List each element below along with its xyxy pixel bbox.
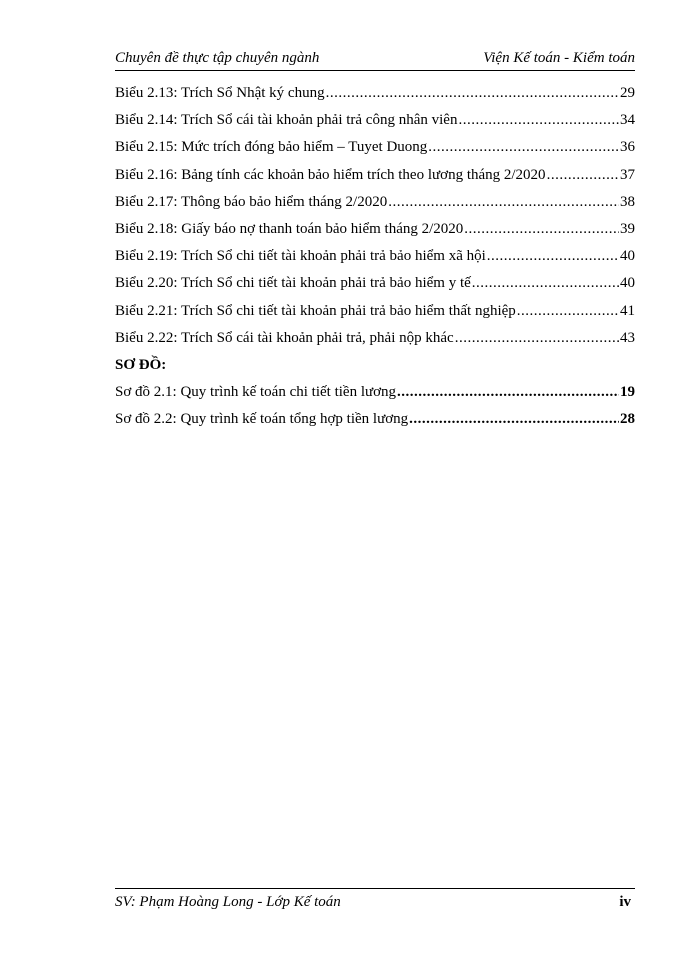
header-divider (115, 70, 635, 71)
toc-entry-label: Biểu 2.21: Trích Sổ chi tiết tài khoản phải trả bảo hiểm thất nghiệp (115, 302, 516, 319)
page-header (115, 49, 635, 67)
toc-entry-page: 34 (620, 112, 635, 129)
header-course-title: Chuyên đề thực tập chuyên ngành (115, 50, 320, 66)
toc-entry-page: 19 (620, 383, 635, 400)
toc-entry[interactable] (115, 325, 635, 352)
footer-student-info: SV: Phạm Hoàng Long - Lớp Kế toán (115, 894, 341, 910)
dot-leader (517, 298, 619, 325)
dot-leader (455, 325, 619, 352)
page-footer (115, 893, 635, 911)
toc-entry-label: Biểu 2.19: Trích Sổ chi tiết tài khoản phải trả bảo hiểm xã hội (115, 248, 486, 265)
toc-entry-label: Biểu 2.13: Trích Sổ Nhật ký chung (115, 85, 325, 101)
toc-entry-label: Biểu 2.18: Giấy báo nợ thanh toán bảo hiểm tháng 2/2020 (115, 220, 464, 237)
dot-leader (458, 107, 619, 134)
toc-entry-label: Biểu 2.22: Trích Sổ cái tài khoản phải trả, phải nộp khác (115, 329, 454, 346)
footer-divider (115, 888, 635, 889)
dot-leader (388, 189, 619, 216)
toc-entry-page: 28 (620, 411, 635, 428)
toc-entry-diagram[interactable] (115, 406, 635, 433)
toc-entry-page: 43 (620, 329, 635, 346)
toc-entry-label: Biểu 2.15: Mức trích đóng bảo hiểm – Tuyet Duong (115, 139, 428, 156)
dot-leader (464, 216, 619, 243)
toc-entry-page: 38 (620, 193, 635, 210)
toc-entry[interactable] (115, 216, 635, 243)
dot-leader (409, 406, 619, 433)
toc-entry-page: 40 (620, 275, 635, 292)
so-do-heading: SƠ ĐỒ: (115, 356, 167, 373)
toc-entry-label: Sơ đồ 2.2: Quy trình kế toán tổng hợp tiền lương (115, 411, 409, 428)
toc-entry[interactable] (115, 162, 635, 189)
toc-entry[interactable] (115, 270, 635, 297)
toc-entry-page: 29 (620, 85, 635, 101)
dot-leader (397, 379, 619, 406)
header-institute: Viện Kế toán - Kiểm toán (483, 50, 635, 66)
toc-entry-label: Biểu 2.14: Trích Sổ cái tài khoản phải trả công nhân viên (115, 112, 458, 129)
toc-entry-page: 36 (620, 139, 635, 156)
toc-entry-page: 39 (620, 220, 635, 237)
toc-entry[interactable] (115, 298, 635, 325)
toc-entry[interactable] (115, 243, 635, 270)
toc-entry-diagram[interactable] (115, 379, 635, 406)
dot-leader (428, 134, 619, 161)
dot-leader (547, 162, 619, 189)
footer-page-number: iv (619, 894, 631, 910)
toc-entry[interactable] (115, 107, 635, 134)
toc-entry-label: Sơ đồ 2.1: Quy trình kế toán chi tiết tiền lương (115, 383, 397, 400)
toc-entry[interactable] (115, 134, 635, 161)
toc-entry-page: 37 (620, 166, 635, 183)
toc-entry[interactable] (115, 189, 635, 216)
toc-entry-label: Biểu 2.17: Thông báo bảo hiểm tháng 2/2020 (115, 193, 388, 210)
toc-entry-label: Biểu 2.16: Bảng tính các khoản bảo hiểm trích theo lương tháng 2/2020 (115, 166, 546, 183)
dot-leader (472, 270, 619, 297)
dot-leader (487, 243, 619, 270)
toc-entry[interactable] (115, 80, 635, 107)
dot-leader (326, 80, 619, 107)
toc-entry-page: 41 (620, 302, 635, 319)
table-of-contents (115, 80, 635, 433)
toc-entry-page: 40 (620, 248, 635, 265)
toc-entry-label: Biểu 2.20: Trích Sổ chi tiết tài khoản phải trả bảo hiểm y tế (115, 275, 471, 292)
